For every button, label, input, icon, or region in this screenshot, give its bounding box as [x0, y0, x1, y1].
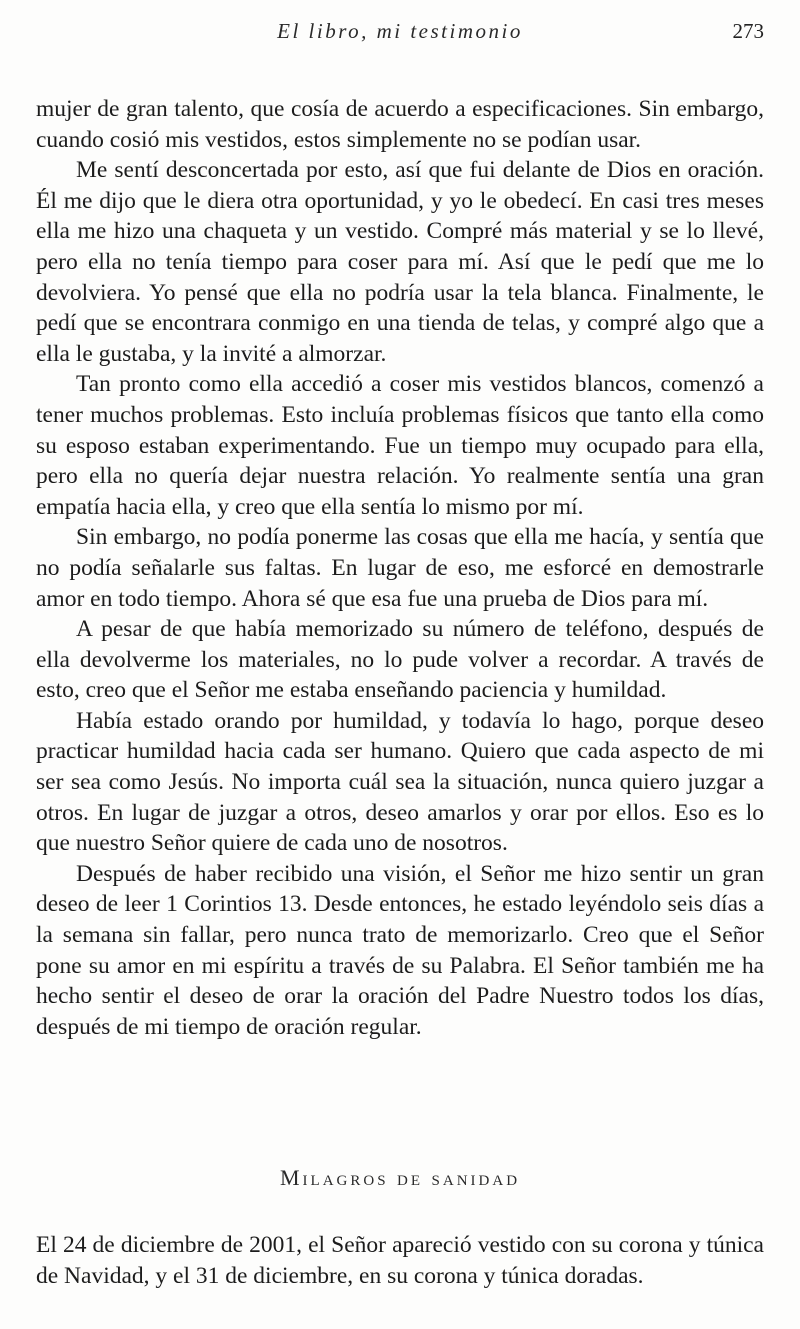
page-number: 273 — [732, 19, 764, 43]
body-text — [36, 94, 764, 1042]
paragraph: Me sentí desconcertada por esto, así que fui delante de Dios en oración. Él me dijo que le diera otra oportunidad, y yo le obedecí. En casi tres meses ella me hizo una chaqueta y un vestido. Compré más material y se lo llevé, pero ella no tenía tiempo para coser para mí. Así que le pedí que me lo devolviera. Yo pensé que ella no podría usar la tela blanca. Finalmente, le pedí que se encontrara conmigo en una tienda de telas, y compré algo que a ella le gustaba, y la invité a almorzar. — [36, 157, 764, 367]
paragraph: mujer de gran talento, que cosía de acuerdo a especificaciones. Sin embargo, cuando cosió mis vestidos, estos simplemente no se podían usar. — [36, 96, 764, 153]
paragraph: Sin embargo, no podía ponerme las cosas que ella me hacía, y sentía que no podía señalarle sus faltas. En lugar de eso, me esforcé en demostrarle amor en todo tiempo. Ahora sé que esa fue una prueba de Dios para mí. — [36, 524, 764, 612]
section-heading: Milagros de sanidad — [279, 1165, 521, 1190]
paragraph: Tan pronto como ella accedió a coser mis vestidos blancos, comenzó a tener muchos problemas. Esto incluía problemas físicos que tanto ella como su esposo estaban experimentando. Fue un tiempo muy ocupado para ella, pero ella no quería dejar nuestra relación. Yo realmente sentía una gran empatía hacia ella, y creo que ella sentía lo mismo por mí. — [36, 371, 764, 520]
running-title: El libro, mi testimonio — [277, 19, 523, 43]
paragraph: A pesar de que había memorizado su número de teléfono, después de ella devolverme los materiales, no lo pude volver a recordar. A través de esto, creo que el Señor me estaba enseñando paciencia y humildad. — [36, 616, 764, 704]
running-header — [36, 19, 764, 49]
paragraph: Había estado orando por humildad, y todavía lo hago, porque deseo practicar humildad hacia cada ser humano. Quiero que cada aspecto de mi ser sea como Jesús. No importa cuál sea la situación, nunca quiero juzgar a otros. En lugar de juzgar a otros, deseo amarlos y orar por ellos. Eso es lo que nuestro Señor quiere de cada uno de nosotros. — [36, 707, 764, 857]
book-page — [36, 0, 764, 1329]
paragraph: El 24 de diciembre de 2001, el Señor apareció vestido con su corona y túnica de Navidad, y el 31 de diciembre, en su corona y túnica doradas. — [36, 1232, 764, 1289]
section-body — [36, 1230, 764, 1291]
paragraph: Después de haber recibido una visión, el Señor me hizo sentir un gran deseo de leer 1 Corintios 13. Desde entonces, he estado leyéndolo seis días a la semana sin fallar, pero nunca trato de memorizarlo. Creo que el Señor pone su amor en mi espíritu a través de su Palabra. El Señor también me ha hecho sentir el deseo de orar la oración del Padre Nuestro todos los días, después de mi tiempo de oración regular. — [36, 860, 764, 1040]
